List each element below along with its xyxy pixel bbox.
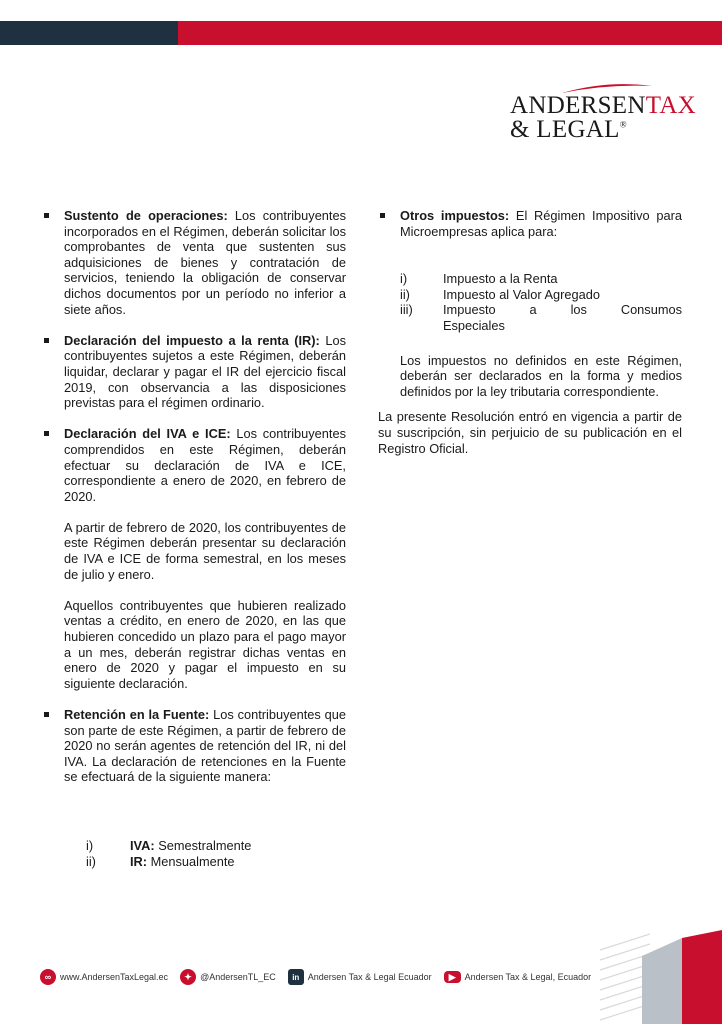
list-number: iii) (400, 302, 413, 318)
footer-website-text: www.AndersenTaxLegal.ec (60, 972, 169, 982)
bullet-text: Los contribuyentes comprendidos en este Régimen, deberán efectuar su declaración de IVA e ICE, correspondiente a enero de 2020, en febrero de 2020. (64, 426, 346, 504)
bullet-text: Los contribuyentes que son parte de este Régimen, a partir de febrero de 2020 no serán agentes de retención del IR, ni del IVA. La declaración de retenciones en la Fuente se efectuará de la siguiente manera: (64, 707, 346, 785)
footer-youtube-text: Andersen Tax & Legal, Ecuador (464, 972, 592, 982)
header-bar-navy (0, 21, 178, 45)
paragraph-vigencia: La presente Resolución entró en vigencia a partir de su suscripción, sin perjuicio de su publicación en el Registro Oficial. (378, 409, 682, 456)
list-item (86, 838, 251, 854)
right-column (378, 208, 682, 456)
list-value: Mensualmente (147, 853, 235, 869)
logo-line-2 (510, 116, 627, 144)
link-icon: ∞ (40, 969, 56, 985)
bullet-text: Los contribuyentes incorporados en el Régimen, deberán solicitar los comprobantes de venta que sustenten sus adquisiciones de bienes y contratación de servicios, teniendo la obligación de conservar dichos documentos por un período no inferior a siete años. (64, 208, 346, 317)
bullet-square-icon (44, 712, 49, 717)
footer-twitter-text: @AndersenTL_EC (200, 972, 276, 982)
bullet-title: Declaración del IVA e ICE: (64, 426, 231, 442)
list-value: Semestralmente (154, 838, 252, 853)
list-item (400, 302, 682, 318)
bullet-title: Otros impuestos: (400, 208, 510, 223)
bullet-declaracion-iva-ice (42, 426, 346, 504)
bullet-title: Sustento de operaciones: (64, 208, 228, 223)
list-text: Especiales (443, 317, 505, 333)
list-number: ii) (86, 853, 96, 869)
linkedin-icon: in (288, 969, 304, 985)
list-text: Impuesto a la Renta (443, 271, 558, 287)
bullet-text: El Régimen Impositivo para Microempresas aplica para: (400, 208, 682, 239)
bullet-declaracion-ir (42, 333, 346, 411)
list-number: i) (400, 271, 408, 287)
twitter-icon: ✦ (180, 969, 196, 985)
logo-andersen: ANDERSEN (510, 92, 646, 119)
paragraph-ventas-credito: Aquellos contribuyentes que hubieren realizado ventas a crédito, en enero de 2020, en las que hubieren concedido un plazo para el pago mayor a un mes, deberán registrar dichas ventas en enero de 2020 y pagar el impuesto en su siguiente declaración. (64, 597, 346, 691)
retention-list (86, 838, 251, 869)
list-item (86, 854, 251, 870)
list-label: IVA: (130, 838, 155, 853)
footer-linkedin-link[interactable] (288, 969, 432, 985)
header-bar-red (178, 21, 722, 45)
list-number: ii) (400, 286, 410, 302)
list-text: Impuesto al Valor Agregado (443, 286, 600, 302)
list-item (400, 287, 682, 303)
footer-social-bar (40, 967, 603, 987)
logo-legal: & LEGAL (510, 116, 620, 143)
paragraph-impuestos-no-definidos: Los impuestos no definidos en este Régimen, deberán ser declarados en la forma y medios definidos por la ley tributaria correspondiente. (400, 352, 682, 399)
footer-twitter-link[interactable] (180, 969, 276, 985)
bullet-retencion-fuente (42, 707, 346, 785)
list-item-continuation (400, 318, 682, 334)
left-column (42, 208, 346, 785)
list-text: Impuesto a los Consumos (443, 302, 682, 318)
bullet-title: Declaración del impuesto a la renta (IR): (64, 332, 320, 348)
bullet-square-icon (380, 213, 385, 218)
footer-linkedin-text: Andersen Tax & Legal Ecuador (307, 972, 432, 982)
bullet-square-icon (44, 338, 49, 343)
bullet-square-icon (44, 213, 49, 218)
bullet-sustento (42, 208, 346, 317)
bullet-otros-impuestos (378, 208, 682, 239)
footer-website-link[interactable] (40, 969, 168, 985)
list-label: IR: (130, 853, 148, 869)
bullet-square-icon (44, 431, 49, 436)
list-number: i) (86, 838, 94, 853)
logo-tax: TAX (645, 92, 697, 119)
footer-youtube-link[interactable] (444, 971, 591, 983)
corner-decoration (590, 930, 722, 1024)
logo-registered-mark: ® (619, 119, 627, 130)
list-item (400, 271, 682, 287)
header-color-bar (0, 21, 722, 45)
bullet-text: Los contribuyentes sujetos a este Régimen, deberán liquidar, declarar y pagar el IR del ejercicio fiscal 2019, con observancia a las disposiciones previstas para el régimen ordinario. (64, 332, 346, 411)
bullet-title: Retención en la Fuente: (64, 707, 210, 722)
andersen-logo (510, 82, 705, 142)
youtube-icon: ▶ (444, 971, 461, 983)
paragraph-iva-semestral: A partir de febrero de 2020, los contribuyentes de este Régimen deberán presentar su declaración de IVA e ICE de forma semestral, en los meses de julio y enero. (64, 519, 346, 582)
tax-list (378, 271, 682, 333)
